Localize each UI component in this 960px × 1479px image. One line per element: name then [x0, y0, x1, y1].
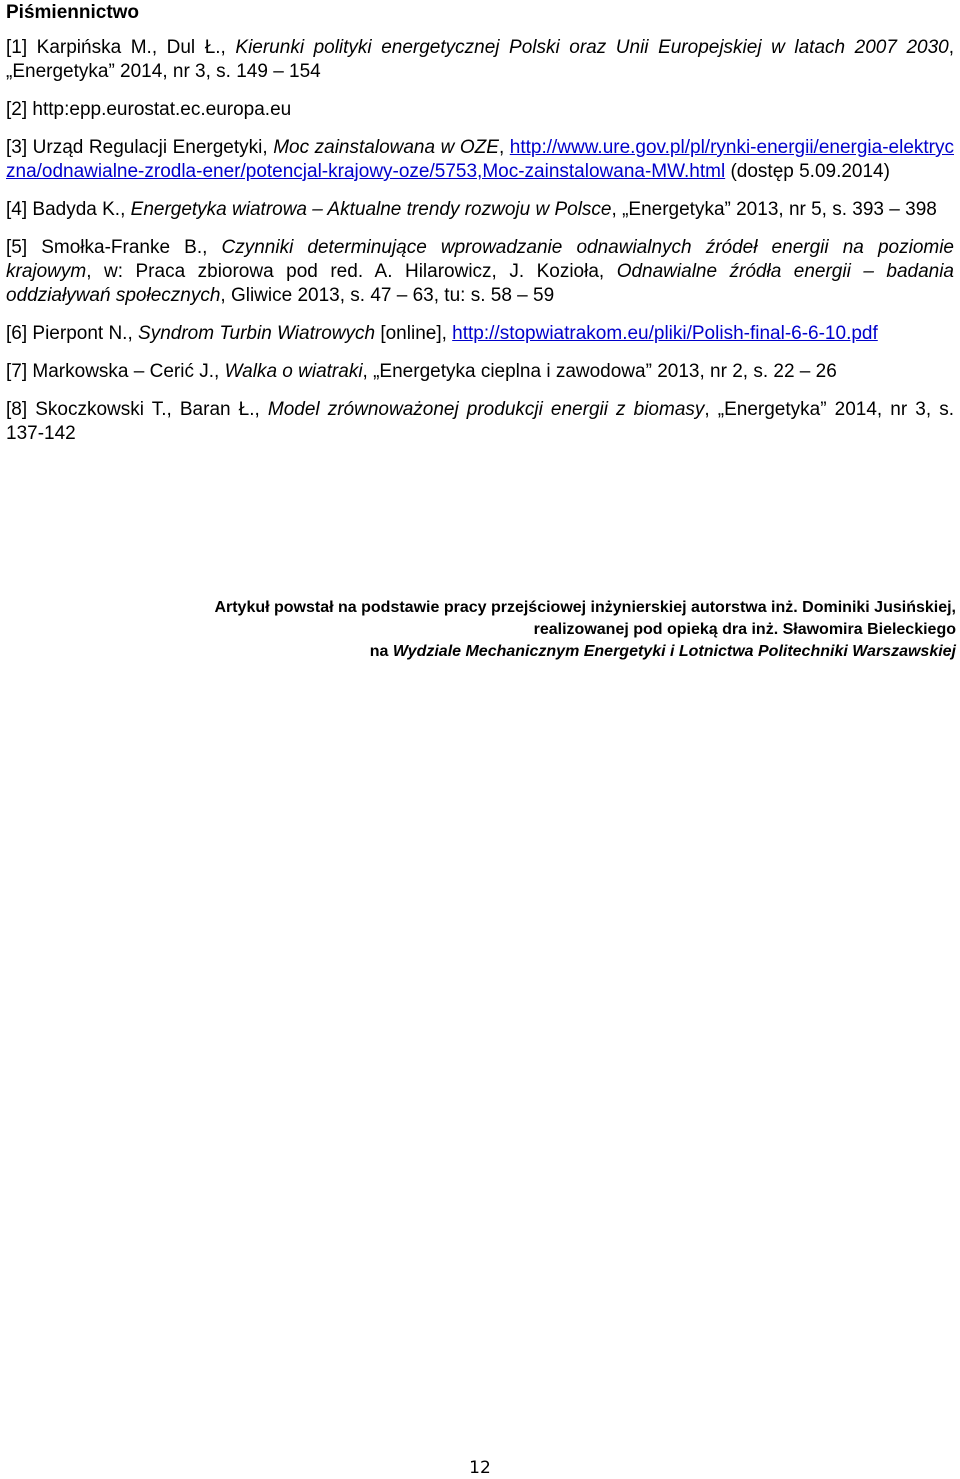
- reference-title: Moc zainstalowana w OZE: [273, 137, 499, 158]
- reference-number: [1]: [6, 37, 28, 58]
- reference-title-secondary: Odnawialne źródła energii – badania oddziaływań społecznych: [6, 261, 954, 306]
- reference-item-7: [6, 360, 954, 384]
- reference-title: Syndrom Turbin Wiatrowych: [138, 323, 376, 344]
- reference-item-1: [6, 36, 954, 84]
- reference-title: Energetyka wiatrowa – Aktualne trendy rozwoju w Polsce: [130, 199, 612, 220]
- reference-number: [4]: [6, 199, 28, 220]
- reference-authors: Markowska – Cerić J.,: [27, 361, 225, 382]
- reference-details: , „Energetyka” 2014, nr 3, s. 149 – 154: [6, 37, 955, 82]
- reference-number: [5]: [6, 237, 28, 258]
- footnote-line-1: Artykuł powstał na podstawie pracy przejściowej inżynierskiej autorstwa inż. Dominiki Jusińskiej,: [214, 599, 956, 616]
- reference-title: Kierunki polityki energetycznej Polski oraz Unii Europejskiej w latach 2007 2030: [235, 37, 949, 58]
- reference-item-4: [6, 198, 954, 222]
- reference-title: Czynniki determinujące wprowadzanie odnawialnych źródeł energii na poziomie krajowym: [6, 237, 954, 282]
- reference-item-6: [6, 322, 954, 346]
- reference-title: Walka o wiatraki: [224, 361, 363, 382]
- reference-details: , „Energetyka” 2014, nr 3, s. 137-142: [6, 399, 954, 444]
- reference-authors: Badyda K.,: [27, 199, 131, 220]
- footnote-line-3-prefix: na: [369, 643, 393, 660]
- reference-authors: Pierpont N.,: [27, 323, 139, 344]
- reference-details: , „Energetyka” 2013, nr 5, s. 393 – 398: [611, 199, 937, 220]
- reference-text: http:epp.eurostat.ec.europa.eu: [27, 99, 292, 120]
- bibliography-heading: Piśmiennictwo: [6, 2, 140, 23]
- reference-number: [7]: [6, 361, 28, 382]
- reference-separator: ,: [498, 137, 510, 158]
- reference-url-link[interactable]: http://www.ure.gov.pl/pl/rynki-energii/energia-elektryczna/odnawialne-zrodla-ener/potencjal-krajowy-oze/5753,Moc-zainstalowana-MW.html: [6, 137, 954, 182]
- article-footnote: [40, 597, 956, 663]
- page-number: 12: [469, 1458, 491, 1478]
- footnote-line-2: realizowanej pod opieką dra inż. Sławomira Bieleckiego: [533, 621, 956, 638]
- reference-details: (dostęp 5.09.2014): [725, 161, 890, 182]
- reference-url-link[interactable]: http://stopwiatrakom.eu/pliki/Polish-final-6-6-10.pdf: [452, 323, 878, 344]
- reference-item-3: [6, 136, 954, 184]
- reference-details: , Gliwice 2013, s. 47 – 63, tu: s. 58 – 59: [220, 285, 555, 306]
- reference-item-5: [6, 236, 954, 308]
- reference-number: [6]: [6, 323, 28, 344]
- reference-details: , „Energetyka cieplna i zawodowa” 2013, nr 2, s. 22 – 26: [362, 361, 837, 382]
- reference-number: [8]: [6, 399, 28, 420]
- reference-item-2: [6, 98, 954, 122]
- reference-authors: Karpińska M., Dul Ł.,: [27, 37, 236, 58]
- reference-number: [3]: [6, 137, 28, 158]
- reference-details-middle: [online],: [375, 323, 453, 344]
- reference-list: [6, 36, 954, 460]
- reference-authors: Skoczkowski T., Baran Ł.,: [27, 399, 268, 420]
- footnote-faculty-name: Wydziale Mechanicznym Energetyki i Lotnictwa Politechniki Warszawskiej: [392, 643, 956, 660]
- reference-details-middle: , w: Praca zbiorowa pod red. A. Hilarowicz, J. Kozioła,: [86, 261, 617, 282]
- reference-title: Model zrównoważonej produkcji energii z biomasy: [267, 399, 705, 420]
- reference-item-8: [6, 398, 954, 446]
- reference-number: [2]: [6, 99, 28, 120]
- footnote-line-3: [40, 641, 956, 663]
- reference-authors: Urząd Regulacji Energetyki,: [27, 137, 274, 158]
- reference-authors: Smołka-Franke B.,: [27, 237, 222, 258]
